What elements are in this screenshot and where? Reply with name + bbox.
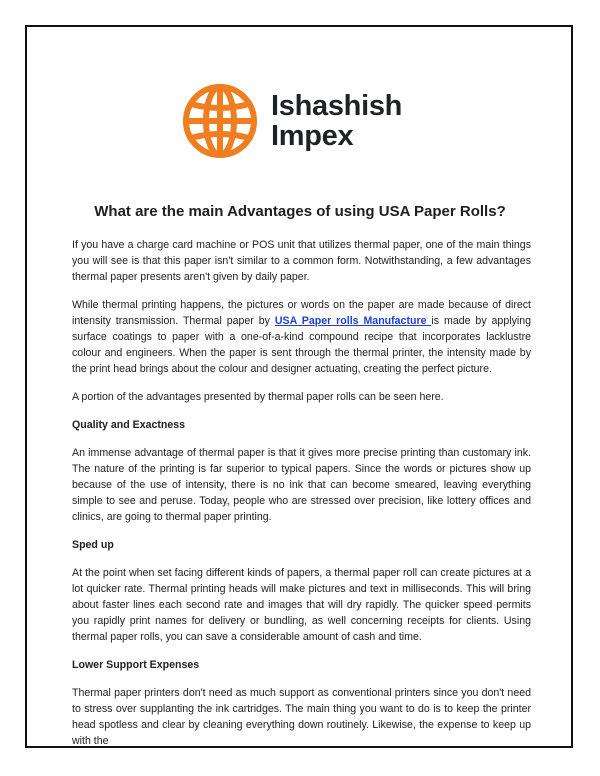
brand-name-line2: Impex <box>271 120 354 152</box>
article-title: What are the main Advantages of using USA Paper Rolls? <box>94 203 506 220</box>
paragraph-advantages-intro: A portion of the advantages presented by thermal paper rolls can be seen here. <box>72 391 444 403</box>
paragraph-speed: At the point when set facing different kinds of papers, a thermal paper roll can create pictures at a lot quicker rate. Thermal printing heads will make pictures and text in milliseconds. This will bring about faster lines each second rate and images that will dry rapidly. The quicker speed permits you rapidly print names for delivery or bundling, as well concerning receipts for clients. Using thermal paper rolls, you can save a considerable amount of cash and time. <box>72 567 531 643</box>
paragraph-support: Thermal paper printers don't need as much support as conventional printers since you don't need to stress over supplanting the ink cartridges. The main thing you want to do is to keep the printer head spotless and clear by cleaning everything down routinely. Likewise, the expense to keep up with the <box>72 687 531 747</box>
brand-name <box>271 91 402 151</box>
article-body <box>72 237 531 761</box>
paragraph-thermal-printing <box>72 297 531 377</box>
section-heading-support: Lower Support Expenses <box>72 659 200 671</box>
paragraph-text: While thermal printing happens, the pictures or words on the paper are made because of direct intensity transmission. Thermal paper by <box>72 299 531 327</box>
brand-logo <box>181 82 402 160</box>
manufacturer-link[interactable]: USA Paper rolls Manufacture <box>274 315 432 327</box>
section-heading-speed: Sped up <box>72 539 114 551</box>
paragraph-quality: An immense advantage of thermal paper is that it gives more precise printing than customary ink. The nature of the printing is far superior to typical papers. Since the words or pictures show up because of the use of intensity, there is no ink that can become smeared, leaving everything simple to see and peruse. Today, people who are stressed over precision, like lottery offices and clinics, are going to thermal paper printing. <box>72 447 531 523</box>
paragraph-text: is made by applying surface coatings to paper with a one-of-a-kind compound recipe that incorporates lacklustre colour and engineers. When the paper is sent through the thermal printer, the intensity made by the print head brings about the colour and designer actuating, creating the perfect picture. <box>72 315 532 375</box>
paragraph-intro: If you have a charge card machine or POS unit that utilizes thermal paper, one of the main things you will see is that this paper isn't similar to a common form. Notwithstanding, a few advantages thermal paper presents aren't given by daily paper. <box>72 239 531 283</box>
section-heading-quality: Quality and Exactness <box>72 419 186 431</box>
globe-icon <box>181 82 259 160</box>
brand-name-line1: Ishashish <box>271 90 403 122</box>
